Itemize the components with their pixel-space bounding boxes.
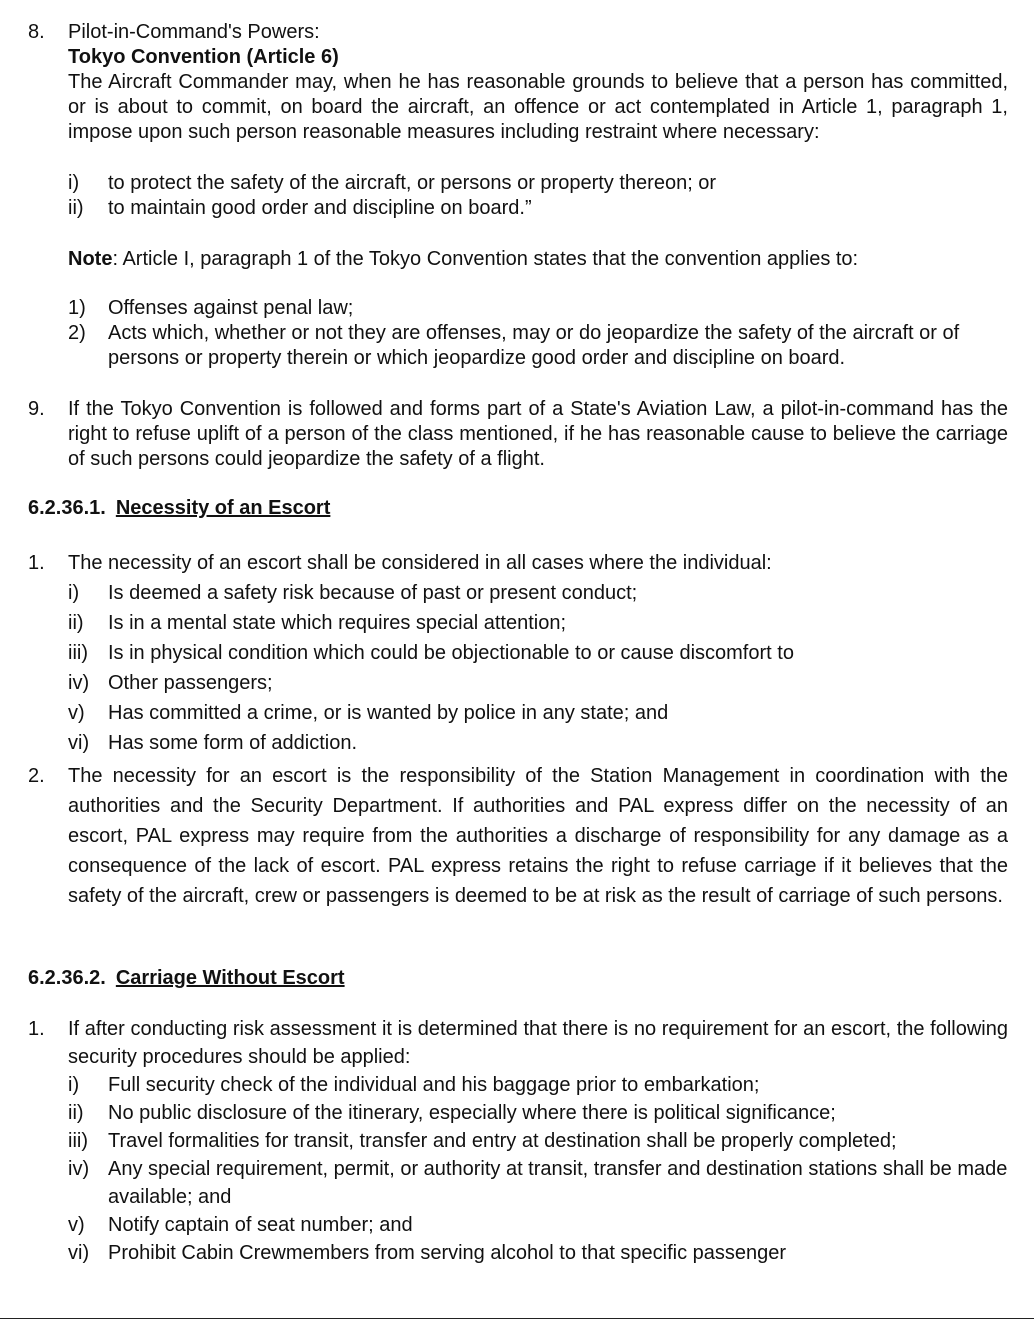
item-8 <box>28 20 1008 145</box>
list-item: i) to protect the safety of the aircraft, or persons or property thereon; or <box>68 172 717 194</box>
section-number: 6.2.36.2. <box>28 967 106 989</box>
list-item: ii) to maintain good order and discipline on board.” <box>68 197 532 219</box>
list-item: v) Has committed a crime, or is wanted by police in any state; and <box>68 702 669 724</box>
footer-divider <box>0 1318 1034 1319</box>
note-text: : Article I, paragraph 1 of the Tokyo Convention states that the convention applies to: <box>112 248 859 270</box>
section-1-item-1 <box>28 548 1008 758</box>
item-number: 1. <box>28 1018 45 1040</box>
list-item: ii) No public disclosure of the itinerary, especially where there is political significance; <box>68 1102 836 1124</box>
item-paragraph: If after conducting risk assessment it is determined that there is no requirement for an escort, the following security procedures should be applied: <box>68 1018 1008 1068</box>
section-heading <box>28 966 1008 991</box>
note <box>68 247 1008 272</box>
section-title: Necessity of an Escort <box>115 497 331 519</box>
list-item: vi) Prohibit Cabin Crewmembers from serving alcohol to that specific passenger <box>68 1242 787 1264</box>
list-item: iii) Travel formalities for transit, transfer and entry at destination shall be properly completed; <box>68 1130 897 1152</box>
list-item: v) Notify captain of seat number; and <box>68 1214 413 1236</box>
item-subtitle: Tokyo Convention (Article 6) <box>68 46 339 68</box>
section-number: 6.2.36.1. <box>28 497 106 519</box>
item-paragraph: The necessity for an escort is the responsibility of the Station Management in coordination with the authorities and the Security Department. If authorities and PAL express differ on the necessity of an escort, PAL express may require from the authorities a discharge of responsibility for any damage as a consequence of the lack of escort. PAL express retains the right to refuse carriage if it believes that the safety of the aircraft, crew or passengers is deemed to be at risk as the result of carriage of such persons. <box>68 765 1008 907</box>
list-item: vi) Has some form of addiction. <box>68 732 357 754</box>
list-item: ii) Is in a mental state which requires special attention; <box>68 612 567 634</box>
note-list <box>68 296 1008 371</box>
list-item: iii) Is in physical condition which could be objectionable to or cause discomfort to <box>68 642 794 664</box>
item-9 <box>28 397 1008 472</box>
item-title: Pilot-in-Command's Powers: <box>68 21 320 43</box>
list-item: i) Is deemed a safety risk because of past or present conduct; <box>68 582 638 604</box>
list-item: iv) Any special requirement, permit, or authority at transit, transfer and destination stations shall be made available; and <box>68 1158 1008 1208</box>
section-title: Carriage Without Escort <box>115 967 345 989</box>
list-item: iv) Other passengers; <box>68 672 273 694</box>
list-item: i) Full security check of the individual and his baggage prior to embarkation; <box>68 1074 760 1096</box>
list-item: 2) Acts which, whether or not they are offenses, may or do jeopardize the safety of the aircraft or of persons or property therein or which jeopardize good order and discipline on board. <box>68 322 960 369</box>
item-number: 8. <box>28 21 45 43</box>
item-number: 2. <box>28 765 45 787</box>
item-paragraph: The necessity of an escort shall be considered in all cases where the individual: <box>68 552 772 574</box>
note-label: Note <box>68 248 113 270</box>
section-heading <box>28 496 1008 521</box>
item-number: 1. <box>28 552 45 574</box>
section-1-item-2 <box>28 761 1008 911</box>
item-8-sublist <box>68 171 1008 221</box>
section-2-item-1 <box>28 1015 1008 1267</box>
item-paragraph: If the Tokyo Convention is followed and forms part of a State's Aviation Law, a pilot-in-command has the right to refuse uplift of a person of the class mentioned, if he has reasonable cause to believe the carriage of such persons could jeopardize the safety of a flight. <box>68 398 1008 470</box>
list-item: 1) Offenses against penal law; <box>68 297 354 319</box>
item-paragraph: The Aircraft Commander may, when he has reasonable grounds to believe that a person has committed, or is about to commit, on board the aircraft, an offence or act contemplated in Article 1, paragraph 1, impose upon such person reasonable measures including restraint where necessary: <box>68 71 1008 143</box>
item-number: 9. <box>28 398 45 420</box>
